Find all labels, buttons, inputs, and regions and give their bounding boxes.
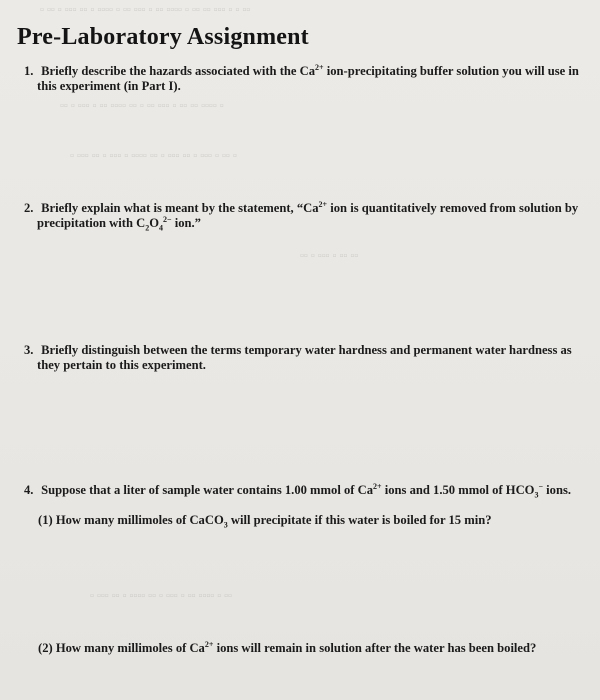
part-2-text-b: ions will remain in solution after the water has been boiled? — [213, 641, 537, 655]
question-2-text-a: Briefly explain what is meant by the statement, “Ca — [41, 201, 319, 215]
part-1-subscript: 3 — [223, 520, 228, 530]
question-2-text-b: ion is quantitatively removed from solution by — [327, 201, 579, 215]
part-1-label: (1) — [38, 513, 53, 527]
bleed-through-texture-2: ▫▫ ▫ ▫▫▫ ▫ ▫▫ ▫▫▫▫ ▫▫ ▫ ▫▫ ▫▫▫ ▫ ▫▫ ▫▫ ▫▫▫▫ ▫ — [60, 100, 224, 112]
question-4-text-a: Suppose that a liter of sample water contains 1.00 mmol of Ca — [41, 483, 374, 497]
bleed-through-texture-3: ▫ ▫▫▫ ▫▫ ▫ ▫▫▫ ▫ ▫▫▫▫ ▫▫ ▫ ▫▫▫ ▫▫ ▫ ▫▫▫ ▫ ▫▫ ▫ — [70, 150, 237, 162]
question-2-subscript-2: 4 — [159, 223, 164, 233]
question-2-text-d: O — [149, 216, 160, 230]
question-1 — [24, 64, 584, 94]
part-1-text-a: How many millimoles of CaCO — [52, 513, 224, 527]
question-4 — [24, 483, 584, 498]
question-2-subscript-1: 2 — [145, 223, 150, 233]
question-2 — [24, 201, 584, 231]
bleed-through-texture-5: ▫ ▫▫▫ ▫▫ ▫ ▫▫▫▫ ▫▫ ▫ ▫▫▫ ▫ ▫▫ ▫▫▫▫ ▫ ▫▫ — [90, 590, 232, 602]
question-1-charge: 2+ — [315, 62, 324, 72]
part-1-text-b: will precipitate if this water is boiled for 15 min? — [227, 513, 492, 527]
question-3-number: 3. — [24, 343, 34, 357]
page-title: Pre-Laboratory Assignment — [17, 24, 309, 50]
question-2-number: 2. — [24, 201, 34, 215]
part-2-label: (2) — [38, 641, 53, 655]
question-4-number: 4. — [24, 483, 34, 497]
question-4-ca-charge: 2+ — [373, 481, 382, 491]
part-2-charge: 2+ — [204, 639, 214, 649]
question-3-text-b: they pertain to this experiment. — [37, 358, 206, 372]
bleed-through-texture-4: ▫▫ ▫ ▫▫▫ ▫ ▫▫ ▫▫ — [300, 250, 359, 262]
question-2-line-2 — [24, 216, 584, 231]
question-4-part-1 — [38, 513, 492, 528]
bleed-through-texture: ▫ ▫▫ ▫ ▫▫▫ ▫▫ ▫ ▫▫▫▫ ▫ ▫▫ ▫▫▫ ▫ ▫▫ ▫▫▫▫ ▫ ▫▫ ▫▫ ▫▫▫ ▫ ▫ ▫▫ — [40, 4, 251, 16]
question-1-text-b: ion-precipitating buffer solution you will use in — [323, 64, 579, 78]
question-2-charge: 2+ — [318, 199, 328, 209]
question-1-number: 1. — [24, 64, 34, 78]
question-3 — [24, 343, 584, 373]
question-4-text-b: ions and 1.50 mmol of HCO — [381, 483, 535, 497]
question-2-text-e: ion.” — [171, 216, 201, 230]
question-4-text-c: ions. — [543, 483, 572, 497]
question-2-oxalate-charge: 2− — [163, 214, 172, 224]
question-4-bicarbonate-subscript: 3 — [534, 490, 539, 500]
part-2-text-a: How many millimoles of Ca — [52, 641, 205, 655]
question-4-part-2 — [38, 641, 536, 656]
question-4-bicarbonate-charge: − — [538, 481, 544, 491]
question-1-text-a: Briefly describe the hazards associated with the Ca — [41, 64, 316, 78]
question-1-text-c: this experiment (in Part I). — [37, 79, 181, 93]
question-2-text-c: precipitation with C — [37, 216, 146, 230]
question-3-text-a: Briefly distinguish between the terms temporary water hardness and permanent water hardness as — [41, 343, 572, 357]
